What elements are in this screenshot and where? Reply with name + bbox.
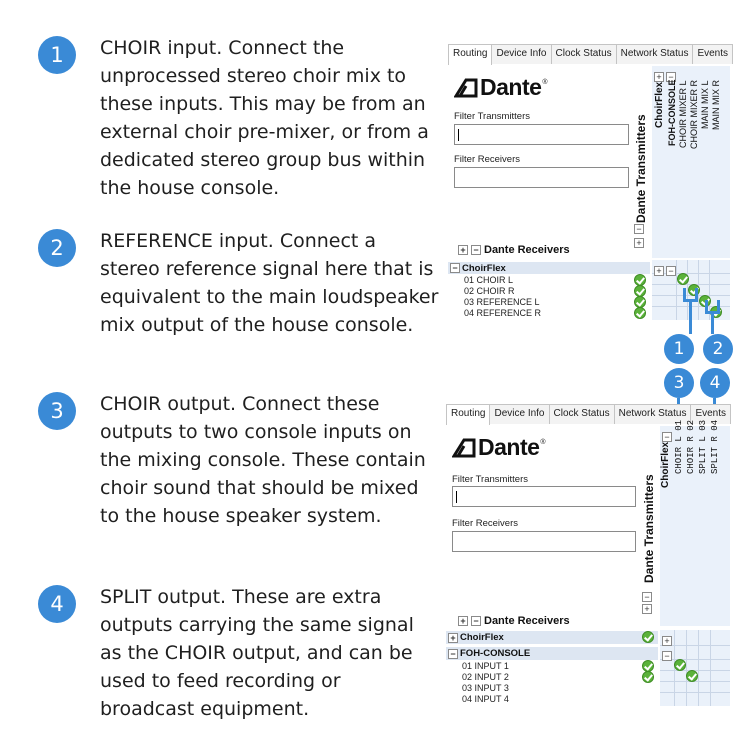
filter-receivers-label: Filter Receivers [452, 518, 518, 529]
rx-device-row[interactable] [448, 262, 650, 274]
dante-logo [452, 434, 545, 461]
bracket-reference-input [705, 300, 720, 314]
tx-channel: SPLIT L 03 [698, 420, 708, 475]
callout-2: 2 [703, 334, 733, 364]
collapse-icon[interactable]: − [666, 266, 676, 276]
rx-channel-row: 02 INPUT 2 [462, 671, 509, 682]
rx-channel-row: 03 REFERENCE L [464, 296, 540, 307]
tab-routing[interactable]: Routing [448, 44, 492, 65]
filter-transmitters-input[interactable] [452, 486, 636, 507]
step-description: CHOIR output. Connect these outputs to two console inputs on the mixing console. These contain choir sound that should be mixed to the house speaker system. [100, 393, 426, 527]
tab-device-info[interactable]: Device Info [491, 44, 551, 64]
tab-network-status[interactable]: Network Status [614, 404, 692, 424]
tx-channel: SPLIT R 04 [710, 420, 720, 475]
subscription-ok-icon[interactable] [686, 670, 698, 682]
tx-channel: CHOIR MIXER R [689, 80, 699, 150]
status-ok-icon [642, 671, 654, 683]
tab-events[interactable]: Events [692, 44, 733, 64]
rx-device-name: ChoirFlex [460, 632, 504, 643]
step-description: CHOIR input. Connect the unprocessed stereo choir mix to these inputs. This may be from an external choir pre-mixer, or from a dedicated stereo group bus within the house console. [100, 37, 429, 199]
collapse-all-icon[interactable]: − [471, 616, 481, 626]
step-description: REFERENCE input. Connect a stereo reference signal here that is equivalent to the main loudspeaker mix output of the house console. [100, 230, 439, 336]
tab-device-info[interactable]: Device Info [489, 404, 549, 424]
subscription-ok-icon[interactable] [677, 273, 689, 285]
dante-logo-text: Dante [478, 434, 540, 460]
rx-channel-row: 04 REFERENCE R [464, 307, 542, 318]
filter-receivers-input[interactable] [452, 531, 636, 552]
collapse-icon[interactable]: − [666, 72, 676, 82]
tx-channel: MAIN MIX L [700, 80, 710, 129]
tab-bar [448, 44, 732, 64]
rx-channel-row: 01 INPUT 1 [462, 660, 509, 671]
filter-receivers-label: Filter Receivers [454, 154, 520, 165]
expand-all-icon[interactable]: + [458, 245, 468, 255]
expand-icon[interactable]: + [654, 266, 664, 276]
dante-routing-panel-2 [446, 404, 730, 706]
subscription-ok-icon[interactable] [674, 659, 686, 671]
tab-clock-status[interactable]: Clock Status [551, 44, 617, 64]
tab-clock-status[interactable]: Clock Status [549, 404, 615, 424]
collapse-icon[interactable]: − [448, 649, 458, 659]
dante-logo-mark-icon [452, 438, 476, 458]
expand-all-icon[interactable]: + [642, 604, 652, 614]
tx-channel: MAIN MIX R [711, 80, 721, 131]
filter-receivers-input[interactable] [454, 167, 629, 188]
status-ok-icon [642, 631, 654, 643]
dante-transmitters-title: Dante Transmitters [634, 114, 648, 223]
dante-logo [454, 74, 547, 101]
collapse-all-icon[interactable]: − [642, 592, 652, 602]
callout-3: 3 [664, 368, 694, 398]
dante-routing-panel-1 [448, 44, 730, 320]
collapse-all-icon[interactable]: − [471, 245, 481, 255]
rx-device-row[interactable] [446, 631, 658, 644]
tx-device-foh-console[interactable]: FOH-CONSOLE [667, 80, 677, 147]
collapse-all-icon[interactable]: − [634, 224, 644, 234]
expand-all-icon[interactable]: + [634, 238, 644, 248]
dante-transmitters-title: Dante Transmitters [642, 474, 656, 583]
tab-network-status[interactable]: Network Status [616, 44, 694, 64]
rx-channel-row: 01 CHOIR L [464, 274, 514, 285]
rx-device-name: FOH-CONSOLE [460, 648, 531, 659]
tx-channel: CHOIR MIXER L [678, 80, 688, 148]
tx-channel: CHOIR L 01 [674, 420, 684, 475]
tx-device-choirflex[interactable]: ChoirFlex [660, 442, 671, 489]
expand-icon[interactable]: + [654, 72, 664, 82]
step-number-badge: 1 [38, 36, 76, 74]
dante-receivers-title [458, 615, 570, 627]
collapse-icon[interactable]: − [662, 432, 672, 442]
expand-icon[interactable]: + [448, 633, 458, 643]
collapse-icon[interactable]: − [662, 651, 672, 661]
step-number-badge: 3 [38, 392, 76, 430]
dante-logo-text: Dante [480, 74, 542, 100]
registered-mark: ® [540, 439, 546, 446]
filter-transmitters-input[interactable] [454, 124, 629, 145]
expand-icon[interactable]: + [662, 636, 672, 646]
callout-1: 1 [664, 334, 694, 364]
tx-device-choirflex[interactable]: ChoirFlex [654, 82, 665, 129]
collapse-icon[interactable]: − [450, 263, 460, 273]
step-description: SPLIT output. These are extra outputs carrying the same signal as the CHOIR output, and can be used to feed recording or broadcast equipment. [100, 586, 414, 720]
step-number-badge: 4 [38, 585, 76, 623]
callout-4: 4 [700, 368, 730, 398]
rx-device-row[interactable] [446, 647, 658, 660]
dante-receivers-label: Dante Receivers [484, 615, 570, 627]
expand-all-icon[interactable]: + [458, 616, 468, 626]
filter-transmitters-label: Filter Transmitters [452, 474, 529, 485]
filter-transmitters-label: Filter Transmitters [454, 111, 531, 122]
rx-device-name: ChoirFlex [462, 262, 506, 274]
tab-events[interactable]: Events [690, 404, 731, 424]
dante-receivers-label: Dante Receivers [484, 244, 570, 256]
callout-stem [711, 314, 714, 334]
dante-receivers-title [458, 244, 570, 256]
registered-mark: ® [542, 79, 548, 86]
status-ok-icon [634, 307, 646, 319]
dante-logo-mark-icon [454, 78, 478, 98]
rx-channel-row: 03 INPUT 3 [462, 682, 509, 693]
rx-channel-row: 02 CHOIR R [464, 285, 515, 296]
callout-stem [689, 302, 692, 334]
tx-channel: CHOIR R 02 [686, 420, 696, 475]
rx-channel-row: 04 INPUT 4 [462, 693, 509, 704]
step-number-badge: 2 [38, 229, 76, 267]
bracket-choir-input [683, 288, 698, 302]
tab-routing[interactable]: Routing [446, 404, 490, 425]
